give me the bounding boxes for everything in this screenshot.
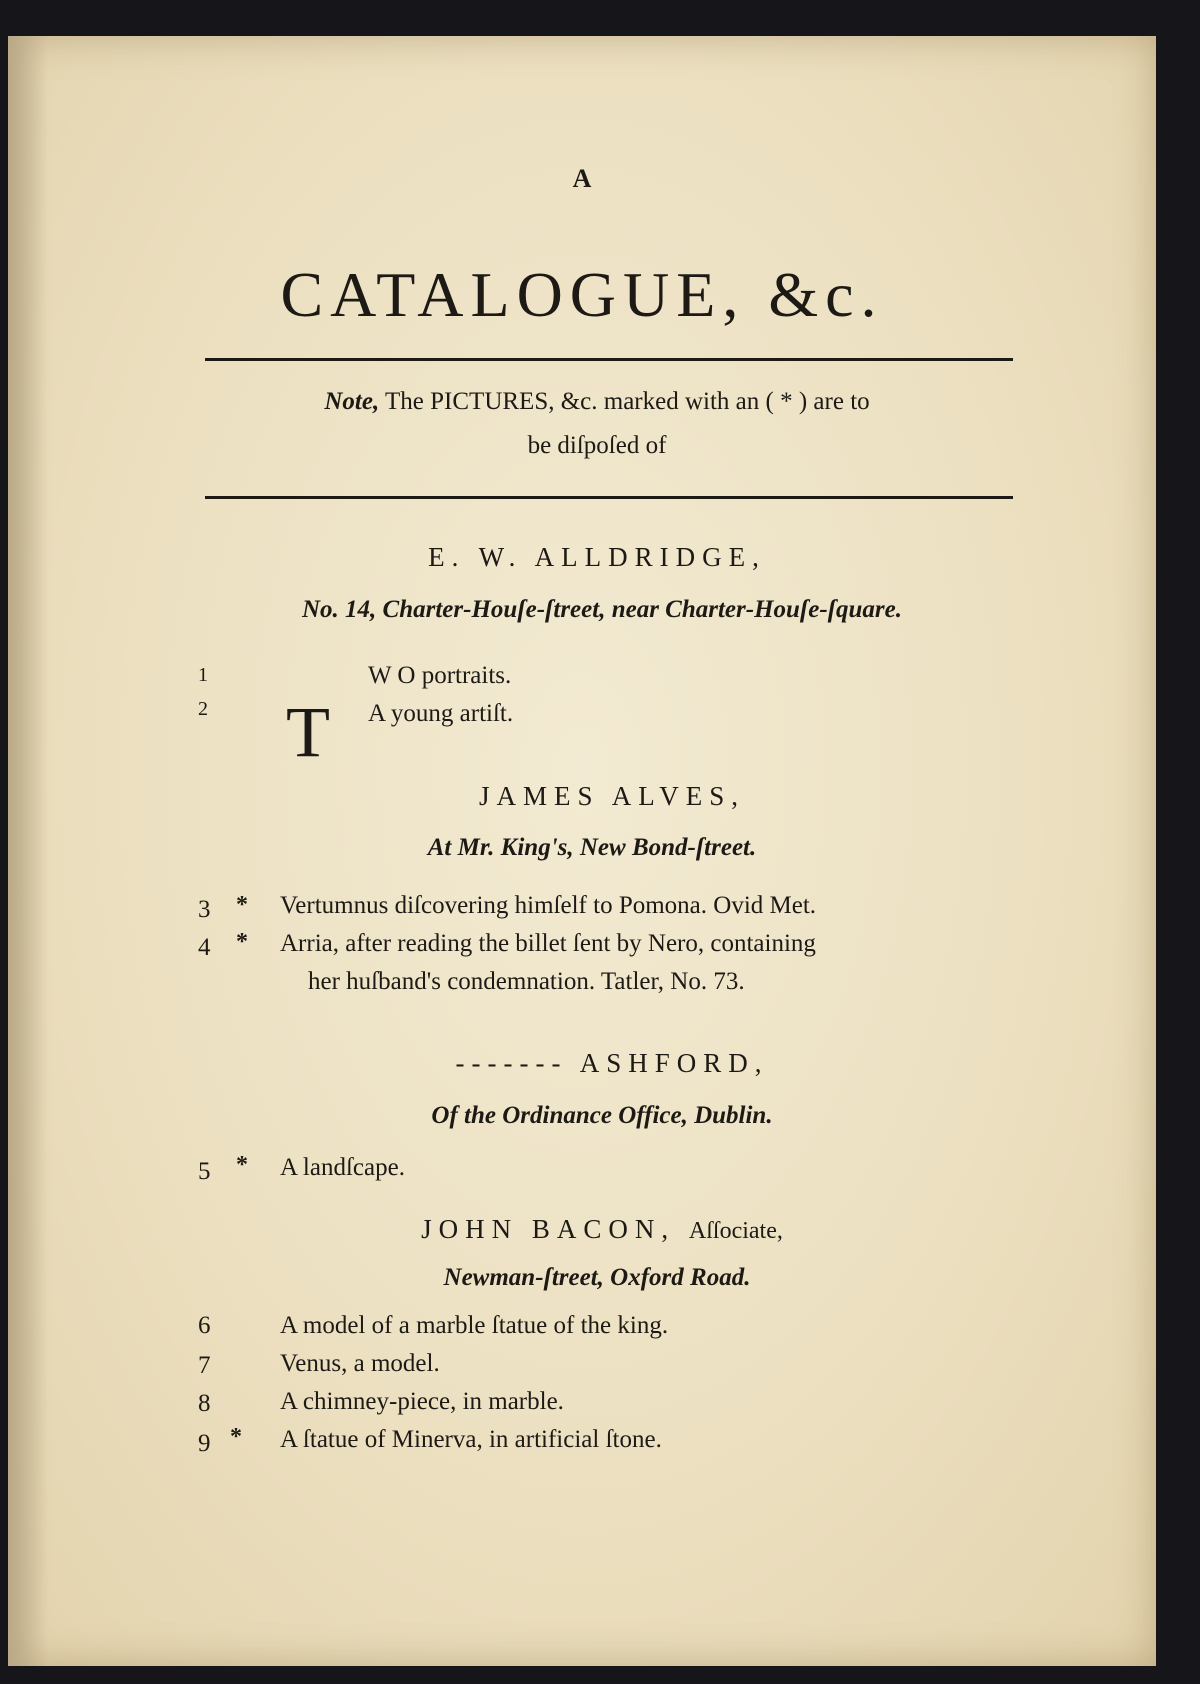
note-label: Note,	[324, 388, 380, 415]
entry-text: W O portraits.	[368, 662, 512, 689]
entry-number: 5	[198, 1158, 211, 1185]
artist-address-bacon: Newman-ſtreet, Oxford Road.	[443, 1264, 751, 1291]
artist-name-alldridge: E. W. ALLDRIDGE,	[428, 542, 766, 572]
entry-number: 6	[198, 1312, 211, 1339]
entry-continuation: her huſband's condemnation. Tatler, No. 73.	[308, 968, 745, 995]
entry-number: 9	[198, 1430, 211, 1457]
entry-number: 3	[198, 896, 211, 923]
disposal-mark: *	[230, 1424, 242, 1450]
top-rule	[205, 358, 1013, 361]
note-line-2: be diſpoſed of	[527, 432, 667, 459]
entry-text: A landſcape.	[280, 1154, 405, 1181]
bottom-rule	[205, 496, 1013, 499]
entry-number: 1	[198, 664, 208, 686]
artist-name-bacon	[28, 1214, 1176, 1245]
artist-name-alves: JAMES ALVES,	[478, 781, 746, 811]
entry-text: Venus, a model.	[280, 1350, 440, 1377]
note-line-1	[23, 388, 1171, 416]
disposal-mark: *	[236, 1152, 248, 1178]
disposal-mark: *	[236, 929, 248, 955]
entry-number: 8	[198, 1390, 211, 1417]
artist-title-suffix: Aſſociate,	[688, 1218, 783, 1244]
entry-text: A chimney-piece, in marble.	[280, 1388, 564, 1415]
artist-name-ashford: ------- ASHFORD,	[455, 1048, 769, 1078]
entry-number: 7	[198, 1352, 211, 1379]
catalogue-page	[8, 36, 1156, 1666]
entry-text: Arria, after reading the billet ſent by Nero, containing	[280, 930, 816, 957]
entry-number: 2	[198, 698, 208, 720]
artist-address-ashford: Of the Ordinance Office, Dublin.	[431, 1102, 773, 1129]
artist-name-bacon-text: JOHN BACON,	[421, 1214, 676, 1244]
entry-text: A young artiſt.	[368, 700, 514, 727]
entry-text: A ſtatue of Minerva, in artificial ſtone.	[280, 1426, 662, 1453]
drop-cap: T	[286, 692, 330, 772]
disposal-mark: *	[236, 892, 248, 918]
artist-address-alldridge: No. 14, Charter-Houſe-ſtreet, near Charter-Houſe-ſquare.	[302, 596, 902, 623]
entry-number: 4	[198, 934, 211, 961]
page-title: CATALOGUE, &c.	[280, 259, 884, 330]
title-article: A	[572, 164, 592, 193]
entry-text: A model of a marble ſtatue of the king.	[280, 1312, 669, 1339]
entry-text: Vertumnus diſcovering himſelf to Pomona. Ovid Met.	[280, 892, 817, 919]
artist-address-alves: At Mr. King's, New Bond-ſtreet.	[427, 834, 757, 861]
note-text-1: The PICTURES, &c. marked with an ( * ) are to	[385, 388, 870, 415]
